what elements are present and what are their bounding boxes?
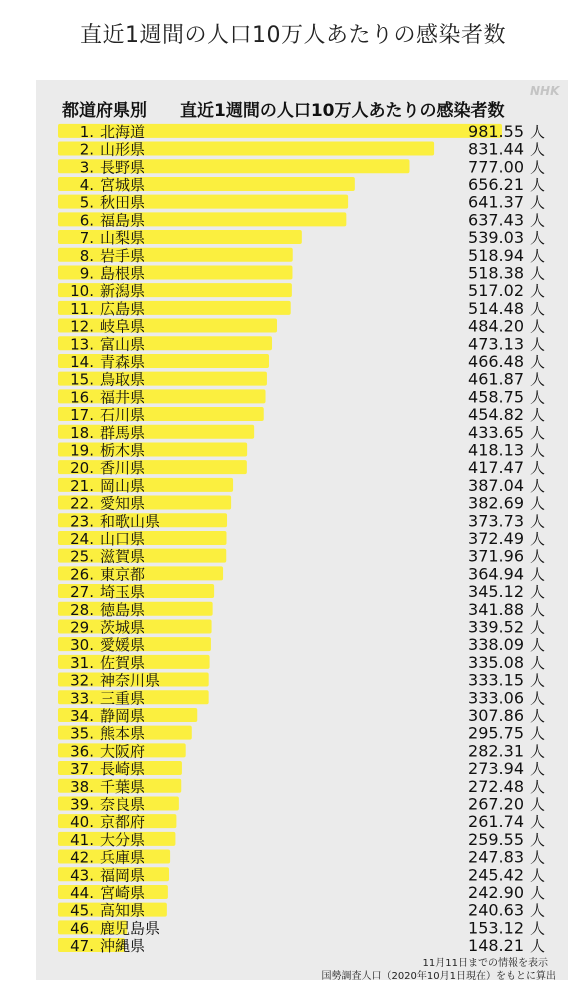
unit-label: 人 (530, 901, 546, 920)
prefecture-label: 栃木県 (100, 441, 146, 460)
prefecture-label: 広島県 (100, 299, 146, 318)
rank-label: 33. (70, 689, 94, 708)
prefecture-label: 熊本県 (100, 724, 146, 743)
rank-label: 10. (70, 282, 94, 301)
prefecture-label: 宮崎県 (100, 883, 146, 902)
value-label: 373.73 (468, 511, 524, 531)
rank-label: 39. (70, 795, 94, 814)
unit-label: 人 (530, 352, 546, 371)
unit-label: 人 (530, 671, 546, 690)
prefecture-label: 岡山県 (100, 476, 146, 495)
rank-label: 38. (70, 777, 94, 796)
unit-label: 人 (530, 529, 546, 548)
prefecture-label: 奈良県 (100, 795, 146, 814)
rank-label: 4. (79, 175, 94, 194)
value-label: 341.88 (468, 599, 524, 619)
rank-label: 21. (70, 476, 94, 495)
unit-label: 人 (530, 919, 546, 938)
prefecture-label: 岩手県 (100, 246, 146, 265)
unit-label: 人 (530, 246, 546, 265)
unit-label: 人 (530, 653, 546, 672)
unit-label: 人 (530, 583, 546, 602)
prefecture-label: 京都府 (100, 813, 146, 832)
unit-label: 人 (530, 335, 546, 354)
unit-label: 人 (530, 264, 546, 283)
prefecture-label: 千葉県 (100, 777, 146, 796)
prefecture-label: 静岡県 (100, 706, 146, 725)
rank-label: 22. (70, 494, 94, 513)
rank-label: 8. (79, 246, 94, 265)
rank-label: 15. (70, 370, 94, 389)
value-label: 267.20 (468, 794, 524, 814)
prefecture-label: 徳島県 (100, 600, 146, 619)
prefecture-label: 福井県 (100, 388, 146, 407)
rank-label: 43. (70, 866, 94, 885)
prefecture-label: 大阪府 (100, 742, 146, 761)
prefecture-label: 愛媛県 (100, 636, 146, 655)
prefecture-label: 滋賀県 (100, 547, 146, 566)
value-label: 372.49 (468, 528, 524, 548)
prefecture-column-header: 都道府県別 (62, 101, 147, 121)
rank-label: 3. (79, 158, 94, 177)
unit-label: 人 (530, 158, 546, 177)
rank-label: 12. (70, 317, 94, 336)
page-title: 直近1週間の人口10万人あたりの感染者数 (80, 23, 506, 48)
prefecture-label: 群馬県 (100, 423, 146, 442)
rank-label: 16. (70, 388, 94, 407)
value-label: 641.37 (468, 192, 524, 212)
rank-label: 32. (70, 671, 94, 690)
prefecture-label: 島根県 (100, 264, 146, 283)
unit-label: 人 (530, 636, 546, 655)
rank-label: 14. (70, 352, 94, 371)
value-label: 240.63 (468, 900, 524, 920)
unit-label: 人 (530, 742, 546, 761)
rank-label: 46. (70, 919, 94, 938)
value-label: 637.43 (468, 210, 524, 230)
value-label: 273.94 (468, 759, 524, 779)
value-label: 242.90 (468, 882, 524, 902)
prefecture-label: 秋田県 (100, 193, 146, 212)
value-label: 382.69 (468, 493, 524, 513)
unit-label: 人 (530, 848, 546, 867)
prefecture-label: 和歌山県 (100, 512, 161, 531)
rank-label: 9. (79, 264, 94, 283)
prefecture-label: 神奈川県 (100, 671, 161, 690)
rank-label: 40. (70, 813, 94, 832)
rank-label: 42. (70, 848, 94, 867)
value-label: 364.94 (468, 564, 524, 584)
rank-label: 28. (70, 600, 94, 619)
prefecture-label: 愛知県 (100, 494, 146, 513)
rank-label: 29. (70, 618, 94, 637)
prefecture-label: 岐阜県 (100, 317, 146, 336)
value-label: 514.48 (468, 298, 524, 318)
prefecture-label: 兵庫県 (100, 848, 146, 867)
prefecture-label: 石川県 (100, 406, 146, 425)
prefecture-label: 高知県 (100, 901, 146, 920)
unit-label: 人 (530, 122, 546, 141)
rank-label: 18. (70, 423, 94, 442)
prefecture-label: 鹿児島県 (100, 919, 161, 938)
value-label: 484.20 (468, 316, 524, 336)
unit-label: 人 (530, 547, 546, 566)
unit-label: 人 (530, 760, 546, 779)
prefecture-label: 福岡県 (100, 866, 146, 885)
value-label: 458.75 (468, 387, 524, 407)
bottom-strip (0, 984, 586, 1006)
rank-label: 30. (70, 636, 94, 655)
rank-label: 37. (70, 760, 94, 779)
value-label: 777.00 (468, 157, 524, 177)
unit-label: 人 (530, 441, 546, 460)
value-label: 371.96 (468, 546, 524, 566)
unit-label: 人 (530, 211, 546, 230)
prefecture-label: 三重県 (100, 689, 146, 708)
unit-label: 人 (530, 689, 546, 708)
value-label: 259.55 (468, 829, 524, 849)
footnote-source: 国勢調査人口（2020年10月1日現在）をもとに算出 (321, 971, 556, 982)
prefecture-label: 北海道 (100, 122, 146, 141)
unit-label: 人 (530, 317, 546, 336)
value-label: 539.03 (468, 228, 524, 248)
unit-label: 人 (530, 494, 546, 513)
rank-label: 25. (70, 547, 94, 566)
prefecture-label: 埼玉県 (100, 583, 146, 602)
unit-label: 人 (530, 370, 546, 389)
unit-label: 人 (530, 618, 546, 637)
rank-label: 24. (70, 529, 94, 548)
unit-label: 人 (530, 565, 546, 584)
prefecture-label: 富山県 (100, 335, 146, 354)
prefecture-label: 福島県 (100, 211, 146, 230)
unit-label: 人 (530, 512, 546, 531)
rank-label: 5. (79, 193, 94, 212)
value-label: 518.38 (468, 263, 524, 283)
prefecture-label: 山口県 (100, 529, 146, 548)
rank-label: 17. (70, 406, 94, 425)
unit-label: 人 (530, 777, 546, 796)
value-label: 307.86 (468, 705, 524, 725)
prefecture-label: 青森県 (100, 352, 146, 371)
value-label: 338.09 (468, 635, 524, 655)
value-label: 333.15 (468, 670, 524, 690)
prefecture-label: 新潟県 (100, 282, 146, 301)
rank-label: 26. (70, 565, 94, 584)
bar (58, 230, 302, 244)
prefecture-label: 宮城県 (100, 175, 146, 194)
unit-label: 人 (530, 883, 546, 902)
prefecture-label: 山形県 (100, 140, 146, 159)
value-label: 831.44 (468, 139, 524, 159)
value-label: 148.21 (468, 936, 524, 956)
value-label: 517.02 (468, 281, 524, 301)
prefecture-label: 佐賀県 (100, 653, 146, 672)
value-label: 261.74 (468, 812, 524, 832)
rank-label: 7. (79, 229, 94, 248)
unit-label: 人 (530, 175, 546, 194)
value-label: 272.48 (468, 776, 524, 796)
prefecture-label: 茨城県 (100, 618, 146, 637)
rank-label: 34. (70, 706, 94, 725)
value-label: 473.13 (468, 334, 524, 354)
prefecture-label: 長崎県 (100, 760, 146, 779)
unit-label: 人 (530, 830, 546, 849)
rank-label: 47. (70, 937, 94, 956)
value-label: 466.48 (468, 351, 524, 371)
unit-label: 人 (530, 282, 546, 301)
rank-label: 23. (70, 512, 94, 531)
rank-label: 2. (79, 140, 94, 159)
unit-label: 人 (530, 937, 546, 956)
value-label: 433.65 (468, 422, 524, 442)
value-label: 153.12 (468, 918, 524, 938)
prefecture-label: 山梨県 (100, 229, 146, 248)
value-label: 333.06 (468, 688, 524, 708)
unit-label: 人 (530, 600, 546, 619)
nhk-watermark: NHK (530, 84, 560, 98)
rank-label: 35. (70, 724, 94, 743)
value-label: 345.12 (468, 582, 524, 602)
value-label: 295.75 (468, 723, 524, 743)
value-label: 656.21 (468, 174, 524, 194)
value-label: 418.13 (468, 440, 524, 460)
unit-label: 人 (530, 299, 546, 318)
unit-label: 人 (530, 813, 546, 832)
rank-label: 44. (70, 883, 94, 902)
rank-label: 36. (70, 742, 94, 761)
value-label: 245.42 (468, 865, 524, 885)
rank-label: 27. (70, 583, 94, 602)
unit-label: 人 (530, 229, 546, 248)
prefecture-label: 沖縄県 (100, 937, 146, 956)
value-label: 387.04 (468, 475, 524, 495)
prefecture-label: 東京都 (100, 565, 146, 584)
value-label: 247.83 (468, 847, 524, 867)
prefecture-label: 長野県 (100, 158, 146, 177)
unit-label: 人 (530, 724, 546, 743)
prefecture-label: 香川県 (100, 459, 146, 478)
value-label: 417.47 (468, 458, 524, 478)
prefecture-label: 鳥取県 (100, 370, 146, 389)
rank-label: 31. (70, 653, 94, 672)
rank-label: 11. (70, 299, 94, 318)
rank-label: 19. (70, 441, 94, 460)
metric-column-header: 直近1週間の人口10万人あたりの感染者数 (180, 101, 505, 121)
value-label: 282.31 (468, 741, 524, 761)
rank-label: 13. (70, 335, 94, 354)
unit-label: 人 (530, 459, 546, 478)
unit-label: 人 (530, 140, 546, 159)
value-label: 461.87 (468, 369, 524, 389)
unit-label: 人 (530, 423, 546, 442)
rank-label: 45. (70, 901, 94, 920)
unit-label: 人 (530, 476, 546, 495)
unit-label: 人 (530, 795, 546, 814)
value-label: 339.52 (468, 617, 524, 637)
prefecture-label: 大分県 (100, 830, 146, 849)
unit-label: 人 (530, 406, 546, 425)
value-label: 335.08 (468, 652, 524, 672)
unit-label: 人 (530, 388, 546, 407)
value-label: 981.55 (468, 121, 524, 141)
rank-label: 6. (79, 211, 94, 230)
rank-label: 20. (70, 459, 94, 478)
unit-label: 人 (530, 193, 546, 212)
rank-label: 41. (70, 830, 94, 849)
value-label: 454.82 (468, 405, 524, 425)
unit-label: 人 (530, 706, 546, 725)
footnote-date: 11月11日までの情報を表示 (422, 958, 548, 969)
value-label: 518.94 (468, 245, 524, 265)
rank-label: 1. (79, 122, 94, 141)
unit-label: 人 (530, 866, 546, 885)
